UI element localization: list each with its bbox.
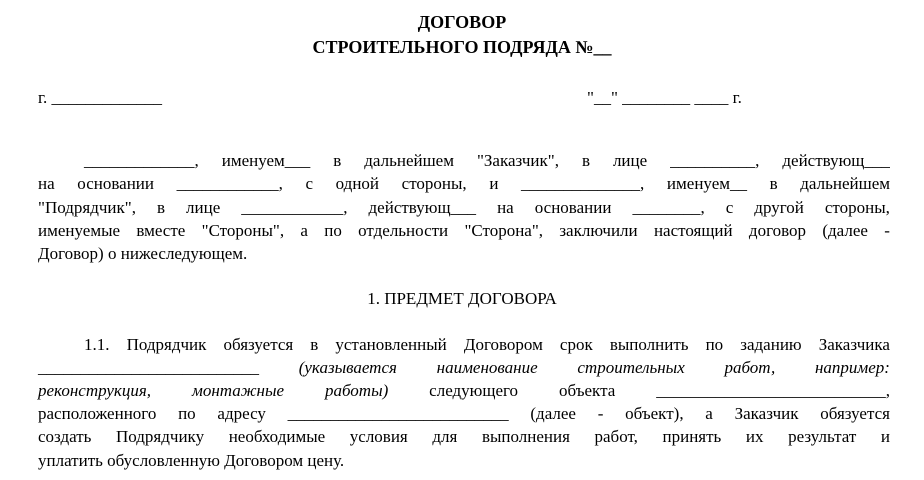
word: и [489, 174, 499, 193]
word: необходимые [228, 427, 326, 446]
word: условия [349, 427, 408, 446]
word: ____________, [241, 198, 348, 217]
word: установленный [335, 335, 447, 354]
word: стороны, [401, 174, 467, 193]
section-heading: 1. ПРЕДМЕТ ДОГОВОРА [367, 289, 557, 308]
clause-1-1-line-3 [38, 380, 890, 402]
word: для [432, 427, 458, 446]
word: в [333, 151, 342, 170]
word: объект), [625, 404, 684, 423]
word: "Заказчик", [476, 151, 559, 170]
preamble-line-3 [38, 197, 890, 219]
word: настоящий [653, 221, 733, 240]
word: основании [77, 174, 154, 193]
word: лице [612, 151, 648, 170]
word: Заказчика [818, 335, 890, 354]
word: а [300, 221, 308, 240]
word: лице [186, 198, 221, 217]
word: - [884, 221, 890, 240]
clause-1-1-line-1 [84, 334, 890, 356]
preamble-line-5: Договор) о нижеследующем. [38, 244, 248, 263]
word: основании [534, 198, 612, 217]
word: ________, [632, 198, 705, 217]
document-subtitle: СТРОИТЕЛЬНОГО ПОДРЯДА №__ [312, 37, 612, 57]
word: в [581, 151, 590, 170]
date-field: "__" ________ ____ г. [587, 88, 742, 107]
word: например: [814, 358, 890, 377]
word: на [497, 198, 514, 217]
word: именуем___ [221, 151, 311, 170]
word: дальнейшем [364, 151, 454, 170]
word: заключили [559, 221, 638, 240]
word: работы) [324, 381, 389, 400]
word: действующ___ [782, 151, 890, 170]
word: дальнейшем [800, 174, 890, 193]
word: __________, [670, 151, 760, 170]
word: 1.1. [84, 335, 110, 354]
word: отдельности [358, 221, 449, 240]
word: "Подрядчик", [38, 198, 136, 217]
word: Заказчик [734, 404, 799, 423]
word: ___________________________, [656, 381, 890, 400]
word: работ, [724, 358, 776, 377]
word: выполнения [481, 427, 570, 446]
word: на [38, 174, 55, 193]
clause-1-1-line-2 [38, 357, 890, 379]
word: ____________, [176, 174, 283, 193]
work-name-blank: __________________________ [38, 358, 259, 377]
word: (указывается [298, 358, 397, 377]
word: а [705, 404, 713, 423]
word: и [880, 427, 890, 446]
word: заданию [740, 335, 802, 354]
word: "Стороны", [201, 221, 285, 240]
word: строительных [577, 358, 685, 377]
word: стороны, [824, 198, 890, 217]
word: их [745, 427, 764, 446]
word: расположенного [38, 404, 157, 423]
city-field: г. _____________ [38, 88, 163, 107]
word: в [769, 174, 778, 193]
word: Подрядчик [126, 335, 207, 354]
word: договор [748, 221, 807, 240]
preamble-line-4 [38, 220, 890, 242]
word: "Сторона", [464, 221, 544, 240]
word: именуем__ [666, 174, 747, 193]
word: реконструкция, [38, 381, 152, 400]
word: другой [754, 198, 804, 217]
word: в [310, 335, 319, 354]
word: - [597, 404, 604, 423]
preamble-line-1 [84, 150, 890, 172]
word: по [324, 221, 342, 240]
word: по [705, 335, 724, 354]
clause-1-1-line-6: уплатить обусловленную Договором цену. [38, 451, 345, 470]
clause-1-1-line-5 [38, 426, 890, 448]
word: Подрядчику [116, 427, 205, 446]
word: обязуется [820, 404, 890, 423]
word: действующ___ [368, 198, 477, 217]
word: _____________, [84, 151, 199, 170]
word: наименование [436, 358, 538, 377]
word: ______________, [521, 174, 645, 193]
word: выполнить [609, 335, 689, 354]
word: результат [788, 427, 857, 446]
preamble-line-2 [38, 173, 890, 195]
word: (далее [822, 221, 868, 240]
word: Договором [463, 335, 543, 354]
word: с [725, 198, 734, 217]
clause-1-1-line-4 [38, 403, 890, 425]
word: в [156, 198, 165, 217]
document-title: ДОГОВОР [417, 12, 507, 32]
word: с [305, 174, 314, 193]
word: __________________________ [287, 404, 509, 423]
word: объекта [558, 381, 616, 400]
word: монтажные [191, 381, 285, 400]
word: вместе [136, 221, 186, 240]
word: обязуется [223, 335, 294, 354]
word: по [178, 404, 196, 423]
word: (далее [530, 404, 576, 423]
word: срок [559, 335, 593, 354]
word: именуемые [38, 221, 121, 240]
word: принять [662, 427, 722, 446]
word: работ, [594, 427, 638, 446]
word: следующего [429, 381, 519, 400]
word: одной [335, 174, 380, 193]
word: создать [38, 427, 92, 446]
word: адресу [217, 404, 266, 423]
